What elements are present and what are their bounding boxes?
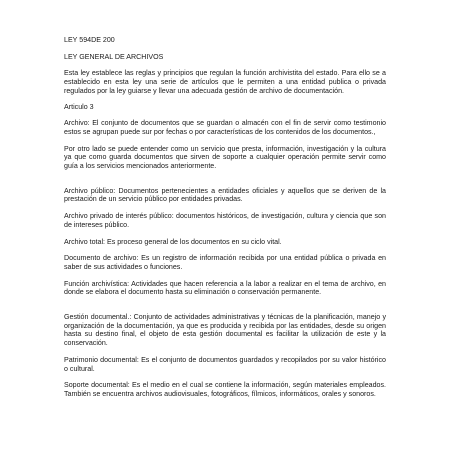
archivo-definition: Archivo: El conjunto de documentos que se guardan o almacén con el fin de servir como testimonio estos se agrupan puede sur por fechas o por características de los contenidos de los documentos., bbox=[64, 119, 386, 136]
archivo-total-definition: Archivo total: Es proceso general de los documentos en su ciclo vital. bbox=[64, 237, 282, 246]
soporte-documental-definition: Soporte documental: Es el medio en el cual se contiene la información, según materiales empleados. También se encuentra archivos audiovisuales, fotográficos, fílmicos, informáticos, orales y sonoros. bbox=[64, 381, 386, 398]
patrimonio-documental-definition: Patrimonio documental: Es el conjunto de documentos guardados y recopilados por su valor histórico o cultural. bbox=[64, 355, 386, 373]
document-header: LEY 594DE 200 bbox=[64, 36, 115, 44]
article-heading: Articulo 3 bbox=[64, 102, 94, 111]
otro-lado-paragraph: Por otro lado se puede entender como un servicio que presta, información, investigación y la cultura ya que como guarda documentos que sirven de soporte a cualquier operación permite servir como guía a los servicios mencionados anteriormente. bbox=[64, 144, 386, 171]
archivo-publico-definition: Archivo público: Documentos pertenecientes a entidades oficiales y aquellos que se deriven de la prestación de un servicio público por entidades privadas. bbox=[64, 186, 386, 204]
funcion-archivistica-definition: Función archivística: Actividades que hacen referencia a la labor a realizar en el tema de archivo, en donde se elabora el documento hasta su eliminación o conservación permanente. bbox=[64, 279, 386, 297]
archivo-privado-definition: Archivo privado de interés público: documentos históricos, de investigación, cultura y ciencia que son de intereses público. bbox=[64, 212, 386, 229]
documento-archivo-definition: Documento de archivo: Es un registro de información recibida por una entidad pública o privada en saber de sus actividades o funciones. bbox=[64, 254, 386, 271]
intro-paragraph: Esta ley establece las reglas y principios que regulan la función archivistita del estado. Para ello se a establecido en esta ley una serie de artículos que le permiten a una entidad publica o privada regulados por la ley guiarse y llevar una adecuada gestión de archivo de documentación. bbox=[64, 69, 386, 95]
document-title: LEY GENERAL DE ARCHIVOS bbox=[64, 52, 164, 61]
document-page bbox=[64, 36, 386, 399]
gestion-documental-definition: Gestión documental.: Conjunto de actividades administrativas y técnicas de la planificación, manejo y organización de la documentación, ya que es producida y recibida por las entidades, desde su origen hasta su destino final, el objeto de esta gestión documental es facilitar la utilización de este y la conservación. bbox=[64, 313, 386, 348]
